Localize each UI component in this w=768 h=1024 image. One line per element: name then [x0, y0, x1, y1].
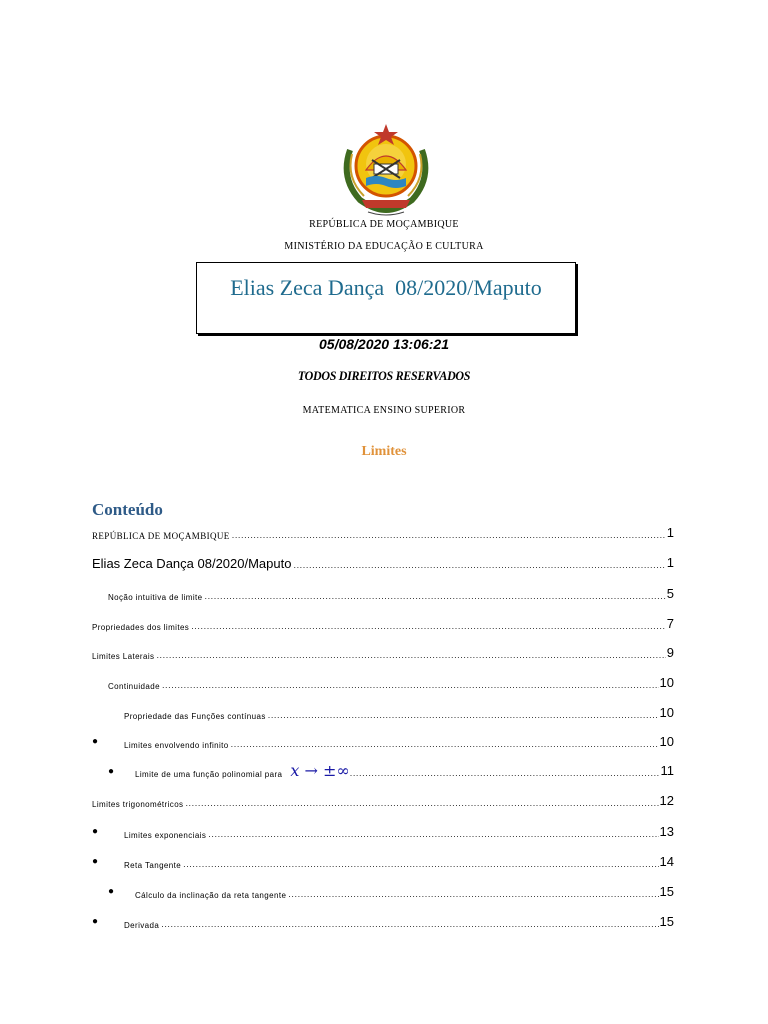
toc-entry-label: Cálculo da inclinação da reta tangente — [135, 891, 287, 900]
toc-leader-dots — [161, 919, 658, 929]
toc-entry-label: Noção intuitiva de limite — [108, 593, 203, 602]
toc-entry[interactable] — [92, 523, 674, 541]
rights-notice: TODOS DIREITOS RESERVADOS — [297, 368, 471, 383]
toc-entry-label: Propriedades dos limites — [92, 623, 190, 632]
toc-leader-dots — [191, 621, 666, 631]
subject-label: MATEMATICA ENSINO SUPERIOR — [302, 405, 466, 416]
toc-entry-label: Limites envolvendo infinito — [124, 741, 229, 750]
toc-entry[interactable] — [108, 673, 674, 691]
math-expression: x → ±∞ — [290, 761, 350, 780]
toc-entry-page: 5 — [666, 586, 674, 601]
toc-entry-page: 11 — [660, 763, 674, 778]
toc-leader-dots — [268, 710, 659, 720]
bullet-dot-icon: ● — [108, 886, 115, 897]
ministry-label: MINISTÉRIO DA EDUCAÇÃO E CULTURA — [284, 241, 484, 252]
toc-leader-dots — [231, 739, 659, 749]
toc-entry-label: Derivada — [124, 921, 160, 930]
toc-leader-dots — [204, 591, 665, 601]
toc-leader-dots — [162, 680, 659, 690]
toc-entry[interactable] — [135, 882, 674, 900]
bullet-dot-icon: ● — [92, 916, 99, 927]
toc-entry-label: Limites Laterais — [92, 652, 155, 661]
toc-entry-page: 7 — [666, 616, 674, 631]
toc-entry[interactable] — [92, 614, 674, 632]
toc-entry[interactable] — [124, 852, 674, 870]
toc-entry[interactable] — [124, 822, 674, 840]
toc-entry-label: Limites exponenciais — [124, 831, 207, 840]
toc-leader-dots — [156, 650, 665, 660]
toc-leader-dots — [183, 859, 658, 869]
toc-entry-page: 13 — [659, 824, 674, 839]
toc-entry-page: 10 — [659, 734, 674, 749]
toc-entry-label: Limites trigonométricos — [92, 800, 184, 809]
toc-leader-dots — [350, 768, 660, 778]
bullet-dot-icon: ● — [92, 856, 99, 867]
document-title: Elias Zeca Dança 08/2020/Maputo — [230, 275, 542, 300]
contents-heading: Conteúdo — [92, 500, 163, 519]
datetime-stamp: 05/08/2020 13:06:21 — [319, 336, 449, 352]
toc-entry-page: 9 — [666, 645, 674, 660]
toc-entry[interactable] — [108, 584, 674, 602]
toc-leader-dots — [185, 798, 658, 808]
toc-entry[interactable] — [124, 732, 674, 750]
toc-entry[interactable] — [135, 761, 674, 779]
toc-entry-label: Continuidade — [108, 682, 160, 691]
toc-leader-dots — [288, 889, 658, 899]
toc-entry-page: 1 — [666, 525, 674, 540]
toc-entry-page: 10 — [659, 705, 674, 720]
bullet-dot-icon: ● — [92, 826, 99, 837]
toc-entry-label: Limite de uma função polinomial para — [135, 770, 283, 779]
topic-heading: Limites — [361, 444, 407, 459]
republic-label: REPÚBLICA DE MOÇAMBIQUE — [309, 219, 459, 230]
toc-entry[interactable] — [92, 643, 674, 661]
toc-entry-page: 14 — [659, 854, 674, 869]
toc-entry[interactable] — [92, 553, 674, 571]
toc-entry-page: 15 — [659, 884, 674, 899]
toc-leader-dots — [208, 829, 658, 839]
toc-entry-page: 12 — [659, 793, 674, 808]
toc-entry-label: Reta Tangente — [124, 861, 182, 870]
toc-entry-label: Propriedade das Funções contínuas — [124, 712, 266, 721]
bullet-dot-icon: ● — [92, 736, 99, 747]
toc-entry-page: 10 — [659, 675, 674, 690]
toc-leader-dots — [293, 560, 665, 570]
toc-entry-page: 1 — [666, 555, 674, 570]
toc-entry-label: Elias Zeca Dança 08/2020/Maputo — [92, 556, 292, 571]
toc-entry[interactable] — [92, 791, 674, 809]
toc-entry-page: 15 — [659, 914, 674, 929]
toc-entry[interactable] — [124, 703, 674, 721]
toc-entry-label: REPÚBLICA DE MOÇAMBIQUE — [92, 531, 230, 541]
bullet-dot-icon: ● — [108, 766, 115, 777]
toc-entry[interactable] — [124, 912, 674, 930]
toc-leader-dots — [232, 530, 666, 540]
